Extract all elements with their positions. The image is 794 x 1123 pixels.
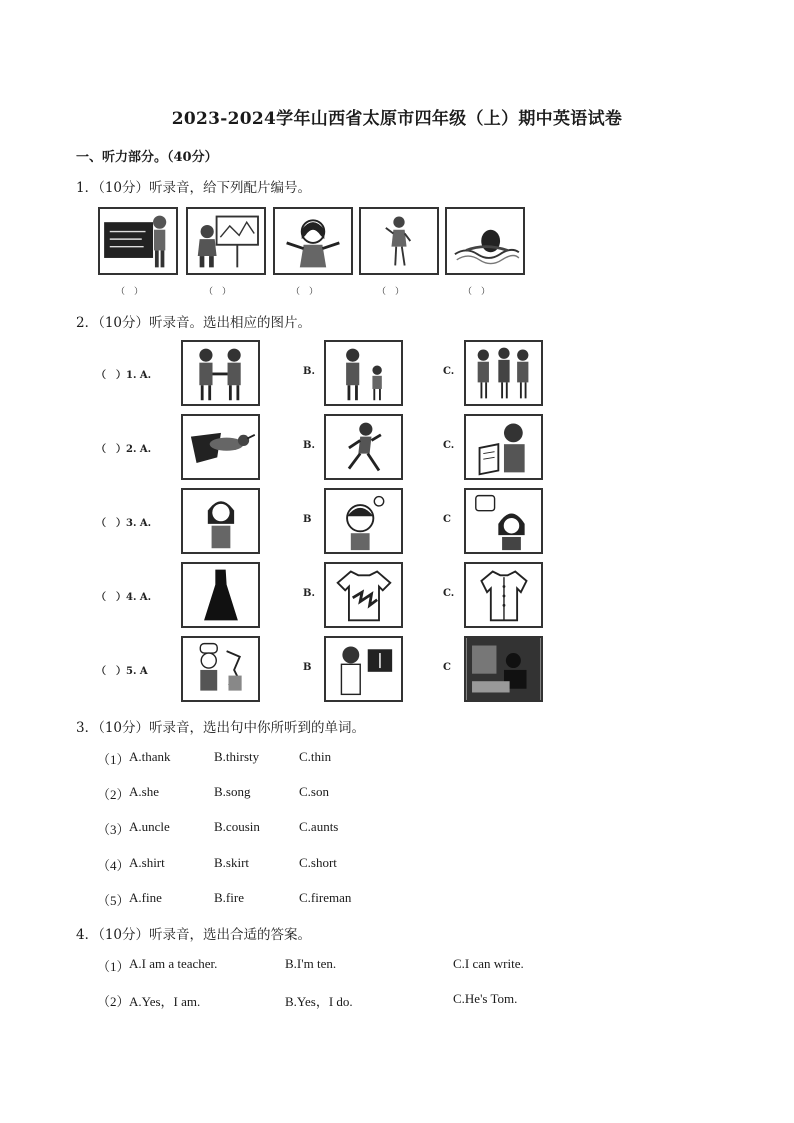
q1-blank-4[interactable]: （ ） bbox=[377, 287, 405, 297]
q1-blank-1[interactable]: （ ） bbox=[116, 287, 144, 297]
q2-row1-c-label: C. bbox=[443, 366, 455, 377]
man-at-machine-icon bbox=[464, 636, 543, 702]
q2-row2-c-label: C. bbox=[443, 440, 455, 451]
father-and-son-icon bbox=[324, 340, 403, 406]
q4-item2-num: （2） bbox=[97, 994, 130, 1009]
girl-waving-icon bbox=[273, 207, 353, 275]
q2-row3-c-label: C bbox=[443, 514, 451, 525]
girl-portrait-icon bbox=[181, 488, 260, 554]
q3-item2-option-a[interactable]: A.she bbox=[129, 784, 159, 799]
q3-item2-option-c[interactable]: C.son bbox=[299, 784, 329, 799]
painter-board-icon bbox=[186, 207, 266, 275]
q4-item1-option-c[interactable]: C.I can write. bbox=[453, 956, 524, 971]
q3-item3-option-a[interactable]: A.uncle bbox=[129, 819, 170, 834]
q4-item1-option-b[interactable]: B.I'm ten. bbox=[285, 956, 337, 971]
q3-prompt: 3．（10分）听录音，选出句中你所听到的单词。 bbox=[76, 720, 366, 736]
superhero-flying-icon bbox=[181, 414, 260, 480]
q3-item4-option-a[interactable]: A.shirt bbox=[129, 855, 165, 870]
q2-row5-label: （ ）5. A bbox=[96, 666, 148, 677]
q2-row4-c-label: C. bbox=[443, 588, 455, 599]
q4-prompt: 4．（10分）听录音，选出合适的答案。 bbox=[76, 927, 312, 943]
man-reading-book-icon bbox=[464, 414, 543, 480]
q3-item1-option-b[interactable]: B.thirsty bbox=[214, 749, 260, 764]
q2-row2-b-label: B. bbox=[303, 440, 315, 451]
q2-prompt: 2．（10分）听录音。选出相应的图片。 bbox=[76, 315, 312, 331]
girl-speech-bubble-icon bbox=[464, 488, 543, 554]
shirt-icon bbox=[464, 562, 543, 628]
q3-item5-option-c[interactable]: C.fireman bbox=[299, 890, 352, 905]
q4-item2-option-c[interactable]: C.He's Tom. bbox=[453, 991, 518, 1006]
page-title: 2023-2024学年山西省太原市四年级（上）期中英语试卷 bbox=[171, 109, 623, 129]
q2-row4-label: （ ）4. A. bbox=[96, 592, 152, 603]
q3-item5-num: （5） bbox=[97, 893, 130, 908]
q3-item3-option-c[interactable]: C.aunts bbox=[299, 819, 339, 834]
girl-thinking-icon bbox=[324, 488, 403, 554]
q3-item5-option-b[interactable]: B.fire bbox=[214, 890, 244, 905]
q1-blank-2[interactable]: （ ） bbox=[204, 287, 232, 297]
q3-item3-num: （3） bbox=[97, 822, 130, 837]
section-heading-listening: 一、听力部分。（40分） bbox=[76, 150, 218, 165]
q3-item4-option-c[interactable]: C.short bbox=[299, 855, 337, 870]
q2-row1-label: （ ）1. A. bbox=[96, 370, 152, 381]
q2-row5-b-label: B bbox=[303, 662, 312, 673]
q3-item3-option-b[interactable]: B.cousin bbox=[214, 819, 260, 834]
q2-row3-b-label: B bbox=[303, 514, 312, 525]
two-men-shaking-hands-icon bbox=[181, 340, 260, 406]
teacher-blackboard-icon bbox=[98, 207, 178, 275]
q4-item1-option-a[interactable]: A.I am a teacher. bbox=[129, 956, 218, 971]
dress-icon bbox=[181, 562, 260, 628]
three-people-icon bbox=[464, 340, 543, 406]
q3-item1-num: （1） bbox=[97, 752, 130, 767]
q4-item1-num: （1） bbox=[97, 959, 130, 974]
q1-blank-5[interactable]: （ ） bbox=[463, 287, 491, 297]
q2-row3-label: （ ）3. A. bbox=[96, 518, 152, 529]
q1-prompt: 1．（10分）听录音，给下列配片编号。 bbox=[76, 180, 312, 196]
q2-row2-label: （ ）2. A. bbox=[96, 444, 152, 455]
q1-blank-3[interactable]: （ ） bbox=[291, 287, 319, 297]
q3-item1-option-c[interactable]: C.thin bbox=[299, 749, 332, 764]
q3-item1-option-a[interactable]: A.thank bbox=[129, 749, 171, 764]
q4-item2-option-b[interactable]: B.Yes，I do. bbox=[285, 994, 353, 1009]
girl-dancing-icon bbox=[359, 207, 439, 275]
boy-swimming-icon bbox=[445, 207, 525, 275]
teacher-x-ray-icon bbox=[324, 636, 403, 702]
q2-row5-c-label: C bbox=[443, 662, 451, 673]
t-shirt-icon bbox=[324, 562, 403, 628]
boy-running-icon bbox=[324, 414, 403, 480]
q3-item4-option-b[interactable]: B.skirt bbox=[214, 855, 250, 870]
q2-row4-b-label: B. bbox=[303, 588, 315, 599]
q3-item2-num: （2） bbox=[97, 787, 130, 802]
q3-item2-option-b[interactable]: B.song bbox=[214, 784, 251, 799]
q3-item4-num: （4） bbox=[97, 858, 130, 873]
chef-cooking-icon bbox=[181, 636, 260, 702]
q2-row1-b-label: B. bbox=[303, 366, 315, 377]
q3-item5-option-a[interactable]: A.fine bbox=[129, 890, 162, 905]
q4-item2-option-a[interactable]: A.Yes，I am. bbox=[129, 994, 201, 1009]
